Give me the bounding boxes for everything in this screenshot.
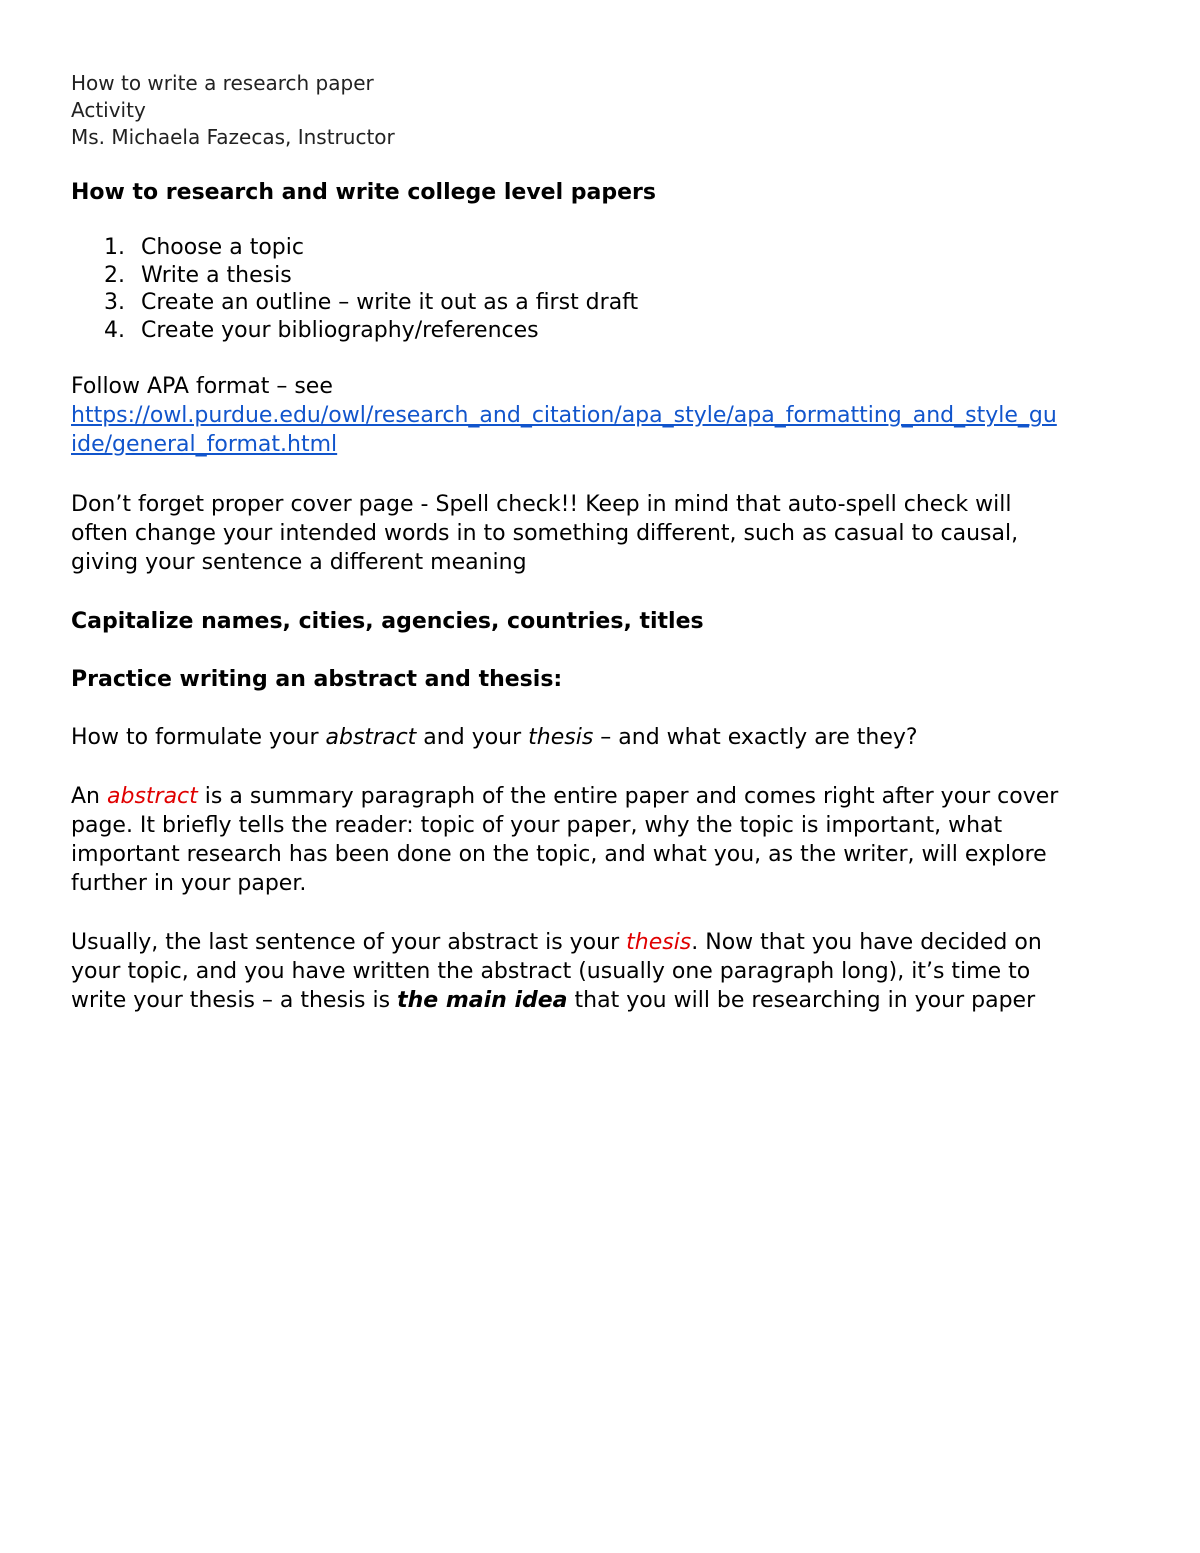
paragraph-line — [71, 782, 1141, 811]
apa-guide-link-continued[interactable]: ide/general_format.html — [71, 432, 338, 457]
text-run: and your — [416, 725, 529, 750]
text-run: is a summary paragraph of the entire paper and comes right after your cover — [197, 784, 1059, 809]
list-item — [104, 289, 638, 317]
paragraph-line — [71, 986, 1141, 1015]
text-run: Usually, the last sentence of your abstract is your — [71, 930, 627, 955]
instructor-name: Ms. Michaela Fazecas, Instructor — [71, 125, 395, 149]
main-heading: How to research and write college level papers — [71, 180, 656, 205]
document-title: How to write a research paper — [71, 71, 374, 95]
text-run: that you will be researching in your paper — [567, 988, 1036, 1013]
paragraph-line: giving your sentence a different meaning — [71, 550, 527, 575]
thesis-highlight: thesis — [626, 930, 692, 955]
paragraph-line — [71, 928, 1141, 957]
list-item-number: 3. — [104, 290, 125, 315]
paragraph-line: page. It briefly tells the reader: topic of your paper, why the topic is important, what — [71, 813, 1003, 838]
main-idea-emphasis: the main idea — [397, 988, 568, 1013]
list-item-text: Write a thesis — [141, 262, 292, 288]
text-run: . Now that you have decided on — [691, 930, 1042, 955]
abstract-paragraph — [71, 782, 1141, 898]
paragraph-line: Don’t forget proper cover page - Spell check!! Keep in mind that auto-spell check will — [71, 492, 1012, 517]
text-run: write your thesis – a thesis is — [71, 988, 398, 1013]
document-subtitle: Activity — [71, 98, 146, 122]
paragraph-line: important research has been done on the topic, and what you, as the writer, will explore — [71, 842, 1047, 867]
text-run: How to formulate your — [71, 725, 326, 750]
list-item-text: Create your bibliography/references — [141, 317, 539, 343]
list-item-number: 1. — [104, 235, 125, 260]
capitalize-heading: Capitalize names, cities, agencies, countries, titles — [71, 609, 704, 634]
steps-list — [104, 234, 638, 344]
formulate-question — [71, 723, 1141, 752]
list-item-text: Choose a topic — [141, 235, 304, 260]
text-run: – and what exactly are they? — [593, 725, 918, 750]
paragraph-line: often change your intended words in to something different, such as casual to causal, — [71, 521, 1019, 546]
list-item — [104, 234, 638, 262]
paragraph-line: further in your paper. — [71, 871, 307, 896]
list-item-number: 2. — [104, 262, 125, 288]
thesis-term: thesis — [528, 725, 594, 750]
list-item — [104, 262, 638, 290]
list-item-number: 4. — [104, 317, 125, 343]
paragraph-line: your topic, and you have written the abstract (usually one paragraph long), it’s time to — [71, 959, 1031, 984]
thesis-paragraph — [71, 928, 1141, 1015]
practice-heading: Practice writing an abstract and thesis: — [71, 667, 563, 692]
list-item — [104, 317, 638, 345]
document-header — [71, 70, 395, 151]
abstract-term: abstract — [325, 725, 417, 750]
apa-intro: Follow APA format – see — [71, 374, 333, 399]
apa-guide-link[interactable]: https://owl.purdue.edu/owl/research_and_citation/apa_style/apa_formatting_and_style_gu — [71, 403, 1057, 428]
spell-check-paragraph — [71, 490, 1141, 577]
list-item-text: Create an outline – write it out as a first draft — [141, 290, 639, 315]
text-run: An — [71, 784, 107, 809]
apa-paragraph — [71, 372, 1141, 459]
abstract-highlight: abstract — [107, 784, 198, 809]
